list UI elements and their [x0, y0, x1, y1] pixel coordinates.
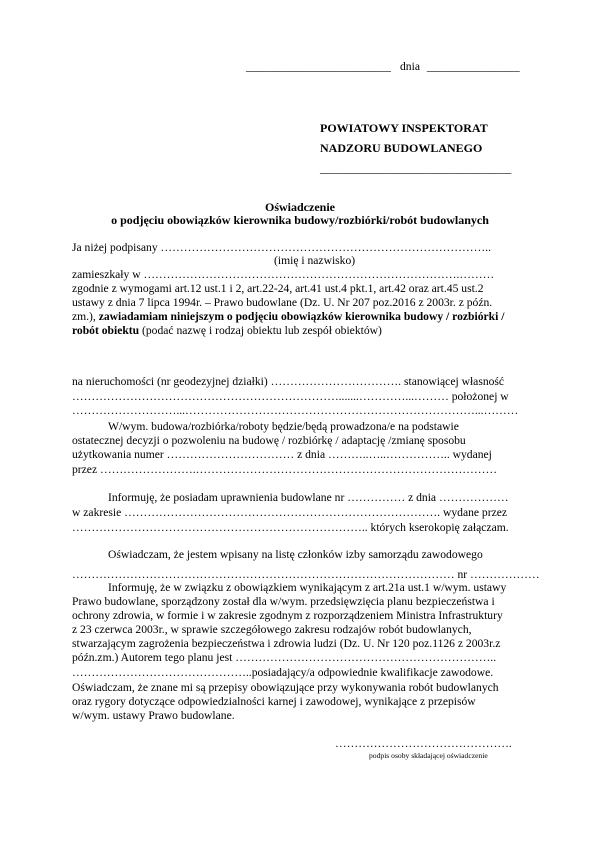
notice-statement: zawiadamiam niniejszym o podjęciu obowiązków kierownika budowy / rozbiórki / — [98, 310, 505, 323]
place-field — [246, 60, 391, 74]
liability-line: w/wym. ustawy Prawo budowlane. — [72, 709, 235, 722]
property-line: na nieruchomości (nr geodezyjnej działki) ……………………………. stanowiącej własność — [72, 375, 505, 388]
qualification-line: Informuję, że posiadam uprawnienia budowlane nr …………… z dnia ……………… — [108, 491, 509, 504]
authority-line-1: POWIATOWY INSPEKTORAT — [320, 121, 488, 135]
permit-line: W/wym. budowa/rozbiórka/roboty będzie/będą prowadzona/e na podstawie — [108, 420, 459, 433]
permit-number-line: użytkowania numer …………………………… z dnia ………..…..…………….. wydanej — [72, 448, 492, 461]
safety-plan-line: z 23 czerwca 2003r., w sprawie szczegółowego zakresu rodzajów robót budowlanych, — [72, 623, 472, 636]
permit-line: ostatecznej decyzji o pozwoleniu na budowę / rozbiórkę / adaptację /zmianę sposobu — [72, 434, 466, 447]
safety-plan-line: Informuję, że w związku z obowiązkiem wynikającym z art.21a ust.1 w/wym. ustawy — [108, 581, 507, 594]
place-line: _________________________ — [246, 60, 391, 73]
object-line — [72, 324, 382, 338]
plan-author-qualification-line: ………………………………………..posiadający/a odpowiednie kwalifikacje zawodowe. — [72, 666, 494, 679]
object-label: robót obiektu — [72, 324, 140, 337]
body-line: ustawy z dnia 7 lipca 1994r. – Prawo budowlane (Dz. U. Nr 207 poz.2016 z 2003r. z późn. — [72, 296, 493, 309]
safety-plan-line: Prawo budowlane, sporządzony został dla w/wym. przedsięwzięcia planu bezpieczeństwa i — [72, 595, 495, 608]
location-line: ………………………...…………………………………………………………………...……… — [72, 404, 519, 417]
plan-author-line: późn.zm.) Autorem tego planu jest ………………………………………………………….. — [72, 651, 497, 664]
signatory-caption: (imię i nazwisko) — [274, 254, 356, 267]
document-subtitle: o podjęciu obowiązków kierownika budowy/rozbiórki/robót budowlanych — [111, 213, 489, 227]
body-text: zm.), — [72, 310, 96, 323]
signature-label: podpis osoby składającej oświadczenie — [369, 751, 488, 760]
body-line: zgodnie z wymogami art.12 ust.1 i 2, art.22-24, art.41 ust.4 pkt.1, art.42 oraz art.45 ust.2 — [72, 282, 484, 295]
signatory-line: Ja niżej podpisany ………………………………………………………………………….. — [72, 241, 491, 254]
date-field — [400, 60, 520, 74]
authority-underline: _________________________________ — [320, 162, 512, 175]
liability-line: Oświadczam, że znane mi są przepisy obowiązujące przy wykonywania robót budowlanych — [72, 681, 499, 694]
dnia-label: dnia — [400, 60, 420, 73]
issuer-line: przez …………………….…………………………………………………………………… — [72, 463, 498, 476]
notice-line — [72, 310, 504, 324]
document-title: Oświadczenie — [265, 200, 335, 214]
qualification-copy-line: ………………………………………………………………….. których kserokopię załączam. — [72, 521, 509, 534]
qualification-scope-line: w zakresie ………………………………………………………………………. wydane przez — [72, 506, 508, 519]
residence-line: zamieszkały w ……………………………………………………………………….……… — [72, 268, 495, 281]
safety-plan-line: ochrony zdrowia, w formie i w zakresie zgodnym z rozporządzeniem Ministra Infrastruktury — [72, 609, 503, 622]
chamber-line: Oświadczam, że jestem wpisany na listę członków izby samorządu zawodowego — [108, 548, 483, 561]
signature-line: ………………………………………. — [335, 737, 512, 750]
object-hint: (podać nazwę i rodzaj obiektu lub zespół obiektów) — [142, 324, 382, 337]
chamber-number-line: ……………………………………………………………………………………… nr ……………… — [72, 568, 540, 581]
liability-line: oraz rygory dotyczące odpowiedzialności karnej i zawodowej, wynikające z przepisów — [72, 695, 476, 708]
safety-plan-line: stwarzającym zagrożenia bezpieczeństwa i zdrowia ludzi (Dz. U. Nr 120 poz.1126 z 2003r.z — [72, 637, 501, 650]
authority-line-2: NADZORU BUDOWLANEGO — [320, 141, 483, 155]
date-line: ________________ — [426, 60, 520, 73]
owner-line: …………………………………………………………….......…………...……… położonej w — [72, 390, 509, 403]
